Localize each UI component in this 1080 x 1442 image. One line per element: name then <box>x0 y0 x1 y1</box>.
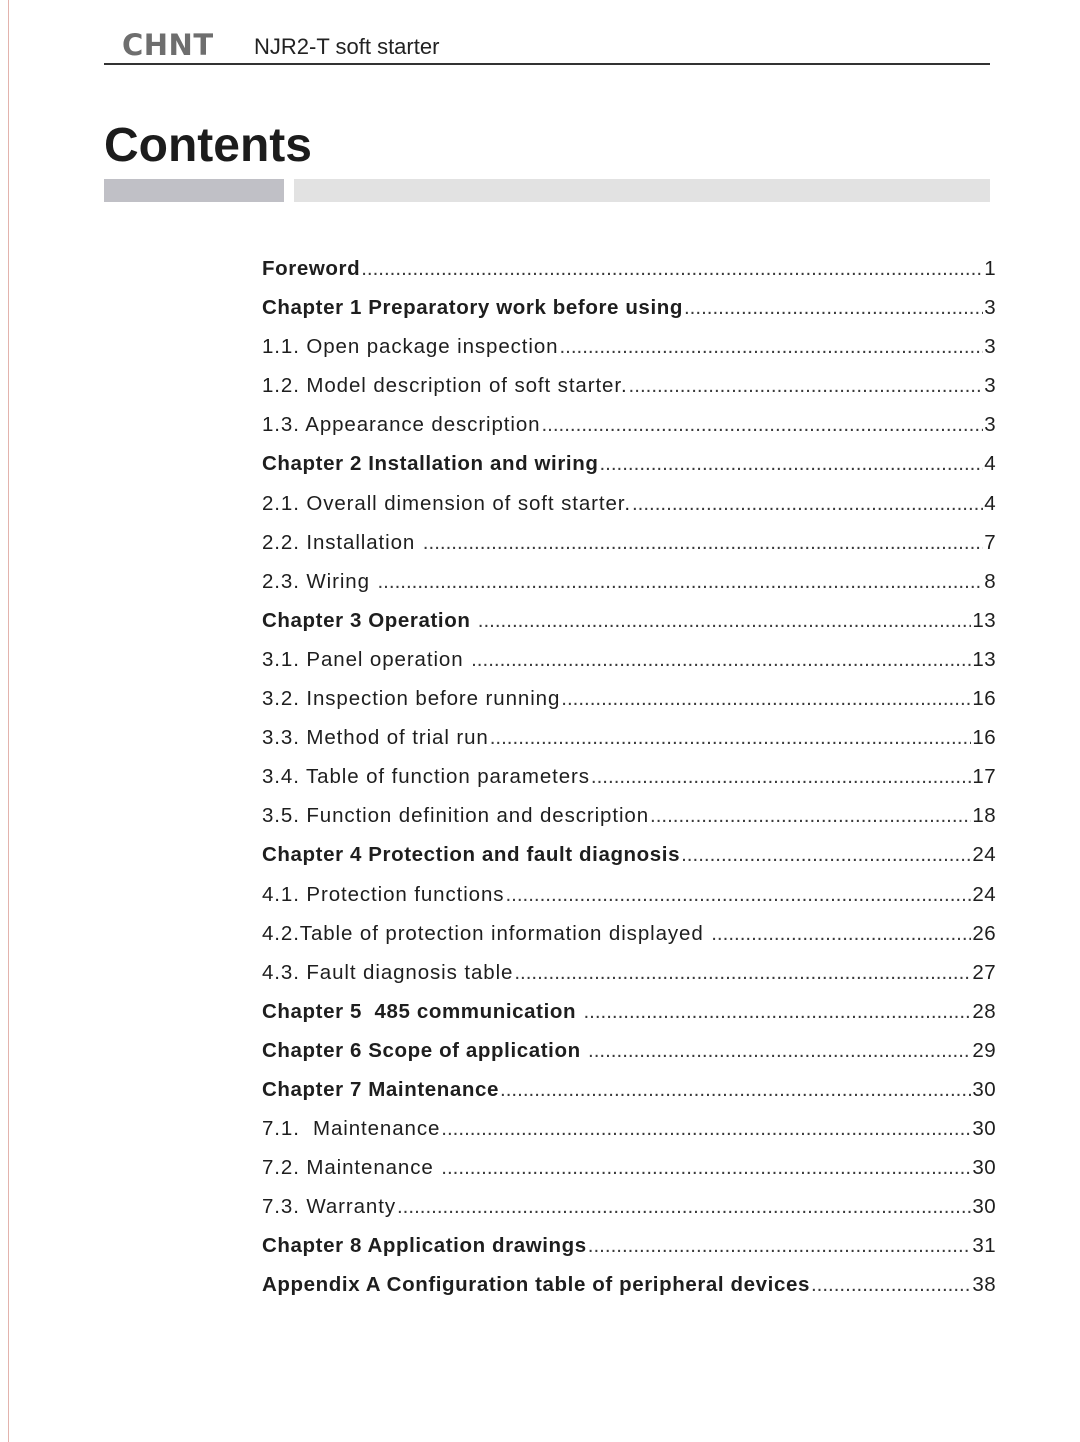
toc-page-number: 16 <box>972 726 996 750</box>
toc-page-number: 1 <box>984 257 996 280</box>
toc-dot-leader <box>441 1156 971 1180</box>
toc-dot-leader <box>599 452 983 476</box>
toc-section-entry[interactable] <box>262 413 996 452</box>
toc-section-entry[interactable] <box>262 570 996 609</box>
toc-page-number: 3 <box>984 335 996 359</box>
table-of-contents <box>262 257 996 1313</box>
toc-section-entry[interactable] <box>262 1195 996 1234</box>
toc-entry-label: 1.1. Open package inspection <box>262 335 559 359</box>
toc-dot-leader <box>377 570 983 594</box>
page-margin-line <box>8 0 9 1442</box>
toc-entry-label: 4.1. Protection functions <box>262 882 505 906</box>
toc-page-number: 13 <box>972 647 996 671</box>
toc-dot-leader <box>583 1000 971 1024</box>
toc-entry-label: Chapter 1 Preparatory work before using <box>262 296 683 320</box>
toc-entry-label: Chapter 4 Protection and fault diagnosis <box>262 843 681 867</box>
toc-dot-leader <box>490 726 972 750</box>
toc-section-entry[interactable] <box>262 765 996 804</box>
toc-entry-label: 2.1. Overall dimension of soft starter. <box>262 491 631 515</box>
toc-dot-leader <box>471 648 971 672</box>
toc-entry-label: 7.3. Warranty <box>262 1195 396 1219</box>
chnt-logo: CHNT <box>122 28 214 62</box>
document-title: NJR2-T soft starter <box>254 34 440 59</box>
toc-dot-leader <box>561 687 971 711</box>
toc-page-number: 3 <box>984 413 996 437</box>
toc-entry-label: 4.2.Table of protection information displayed <box>262 921 711 945</box>
toc-chapter-entry[interactable] <box>262 257 996 296</box>
toc-section-entry[interactable] <box>262 922 996 961</box>
toc-section-entry[interactable] <box>262 1117 996 1156</box>
toc-dot-leader <box>397 1195 971 1219</box>
toc-dot-leader <box>559 335 983 359</box>
toc-section-entry[interactable] <box>262 1156 996 1195</box>
toc-entry-label: Chapter 7 Maintenance <box>262 1077 500 1101</box>
toc-section-entry[interactable] <box>262 961 996 1000</box>
toc-entry-label: 1.2. Model description of soft starter. <box>262 374 628 398</box>
toc-entry-label: 7.1. Maintenance <box>262 1117 441 1141</box>
toc-entry-label: 1.3. Appearance description <box>262 413 541 437</box>
toc-dot-leader <box>361 257 983 281</box>
toc-entry-label: Appendix A Configuration table of peripheral devices <box>262 1273 810 1297</box>
toc-page-number: 4 <box>984 491 996 515</box>
toc-dot-leader <box>711 922 971 946</box>
toc-section-entry[interactable] <box>262 531 996 570</box>
toc-page-number: 29 <box>972 1038 996 1062</box>
page-title: Contents <box>104 119 312 172</box>
toc-chapter-entry[interactable] <box>262 296 996 335</box>
toc-page-number: 30 <box>972 1156 996 1180</box>
toc-section-entry[interactable] <box>262 687 996 726</box>
page-header <box>104 26 990 64</box>
toc-dot-leader <box>588 1039 971 1063</box>
toc-entry-label: 2.3. Wiring <box>262 569 377 593</box>
toc-chapter-entry[interactable] <box>262 609 996 648</box>
toc-entry-label: Chapter 3 Operation <box>262 608 477 632</box>
toc-dot-leader <box>478 609 972 633</box>
toc-page-number: 28 <box>972 999 996 1023</box>
toc-page-number: 13 <box>972 608 996 632</box>
toc-section-entry[interactable] <box>262 726 996 765</box>
toc-page-number: 18 <box>972 804 996 828</box>
toc-page-number: 38 <box>972 1273 996 1297</box>
toc-dot-leader <box>441 1117 971 1141</box>
title-band-dark <box>104 179 284 202</box>
toc-section-entry[interactable] <box>262 648 996 687</box>
toc-chapter-entry[interactable] <box>262 1000 996 1039</box>
toc-entry-label: 3.2. Inspection before running <box>262 687 561 711</box>
toc-entry-label: 3.4. Table of function parameters <box>262 765 590 789</box>
toc-entry-label: 3.3. Method of trial run <box>262 726 489 750</box>
toc-dot-leader <box>514 961 971 985</box>
toc-dot-leader <box>632 492 983 516</box>
toc-entry-label: 7.2. Maintenance <box>262 1156 441 1180</box>
toc-entry-label: 4.3. Fault diagnosis table <box>262 960 514 984</box>
toc-entry-label: Chapter 5 485 communication <box>262 999 583 1023</box>
toc-section-entry[interactable] <box>262 374 996 413</box>
toc-entry-label: 2.2. Installation <box>262 530 422 554</box>
toc-page-number: 3 <box>984 374 996 398</box>
toc-page-number: 30 <box>972 1077 996 1101</box>
toc-page-number: 30 <box>972 1195 996 1219</box>
header-divider <box>104 63 990 65</box>
toc-entry-label: Chapter 2 Installation and wiring <box>262 452 599 476</box>
toc-dot-leader <box>629 374 984 398</box>
toc-page-number: 4 <box>984 452 996 476</box>
toc-entry-label: Chapter 6 Scope of application <box>262 1038 588 1062</box>
toc-page-number: 31 <box>972 1234 996 1258</box>
toc-page-number: 30 <box>972 1117 996 1141</box>
toc-entry-label: Foreword <box>262 257 361 280</box>
toc-dot-leader <box>423 531 983 555</box>
toc-dot-leader <box>588 1234 972 1258</box>
toc-entry-label: 3.1. Panel operation <box>262 647 471 671</box>
toc-chapter-entry[interactable] <box>262 843 996 882</box>
toc-chapter-entry[interactable] <box>262 1273 996 1312</box>
toc-chapter-entry[interactable] <box>262 1078 996 1117</box>
toc-page-number: 8 <box>984 569 996 593</box>
toc-page-number: 17 <box>972 765 996 789</box>
toc-dot-leader <box>500 1078 971 1102</box>
toc-page-number: 24 <box>972 882 996 906</box>
toc-section-entry[interactable] <box>262 492 996 531</box>
toc-page-number: 26 <box>972 921 996 945</box>
toc-chapter-entry[interactable] <box>262 1234 996 1273</box>
toc-dot-leader <box>591 765 971 789</box>
toc-chapter-entry[interactable] <box>262 452 996 491</box>
toc-dot-leader <box>650 804 971 828</box>
toc-page-number: 27 <box>972 960 996 984</box>
toc-dot-leader <box>811 1273 971 1297</box>
toc-dot-leader <box>541 413 983 437</box>
toc-section-entry[interactable] <box>262 335 996 374</box>
toc-page-number: 16 <box>972 687 996 711</box>
toc-page-number: 24 <box>972 843 996 867</box>
toc-chapter-entry[interactable] <box>262 1039 996 1078</box>
toc-page-number: 7 <box>984 530 996 554</box>
toc-dot-leader <box>505 883 971 907</box>
toc-dot-leader <box>684 296 983 320</box>
toc-entry-label: 3.5. Function definition and description <box>262 804 650 828</box>
toc-page-number: 3 <box>984 296 996 320</box>
title-band-light <box>294 179 990 202</box>
toc-section-entry[interactable] <box>262 804 996 843</box>
toc-entry-label: Chapter 8 Application drawings <box>262 1234 587 1258</box>
toc-section-entry[interactable] <box>262 883 996 922</box>
toc-dot-leader <box>681 843 971 867</box>
